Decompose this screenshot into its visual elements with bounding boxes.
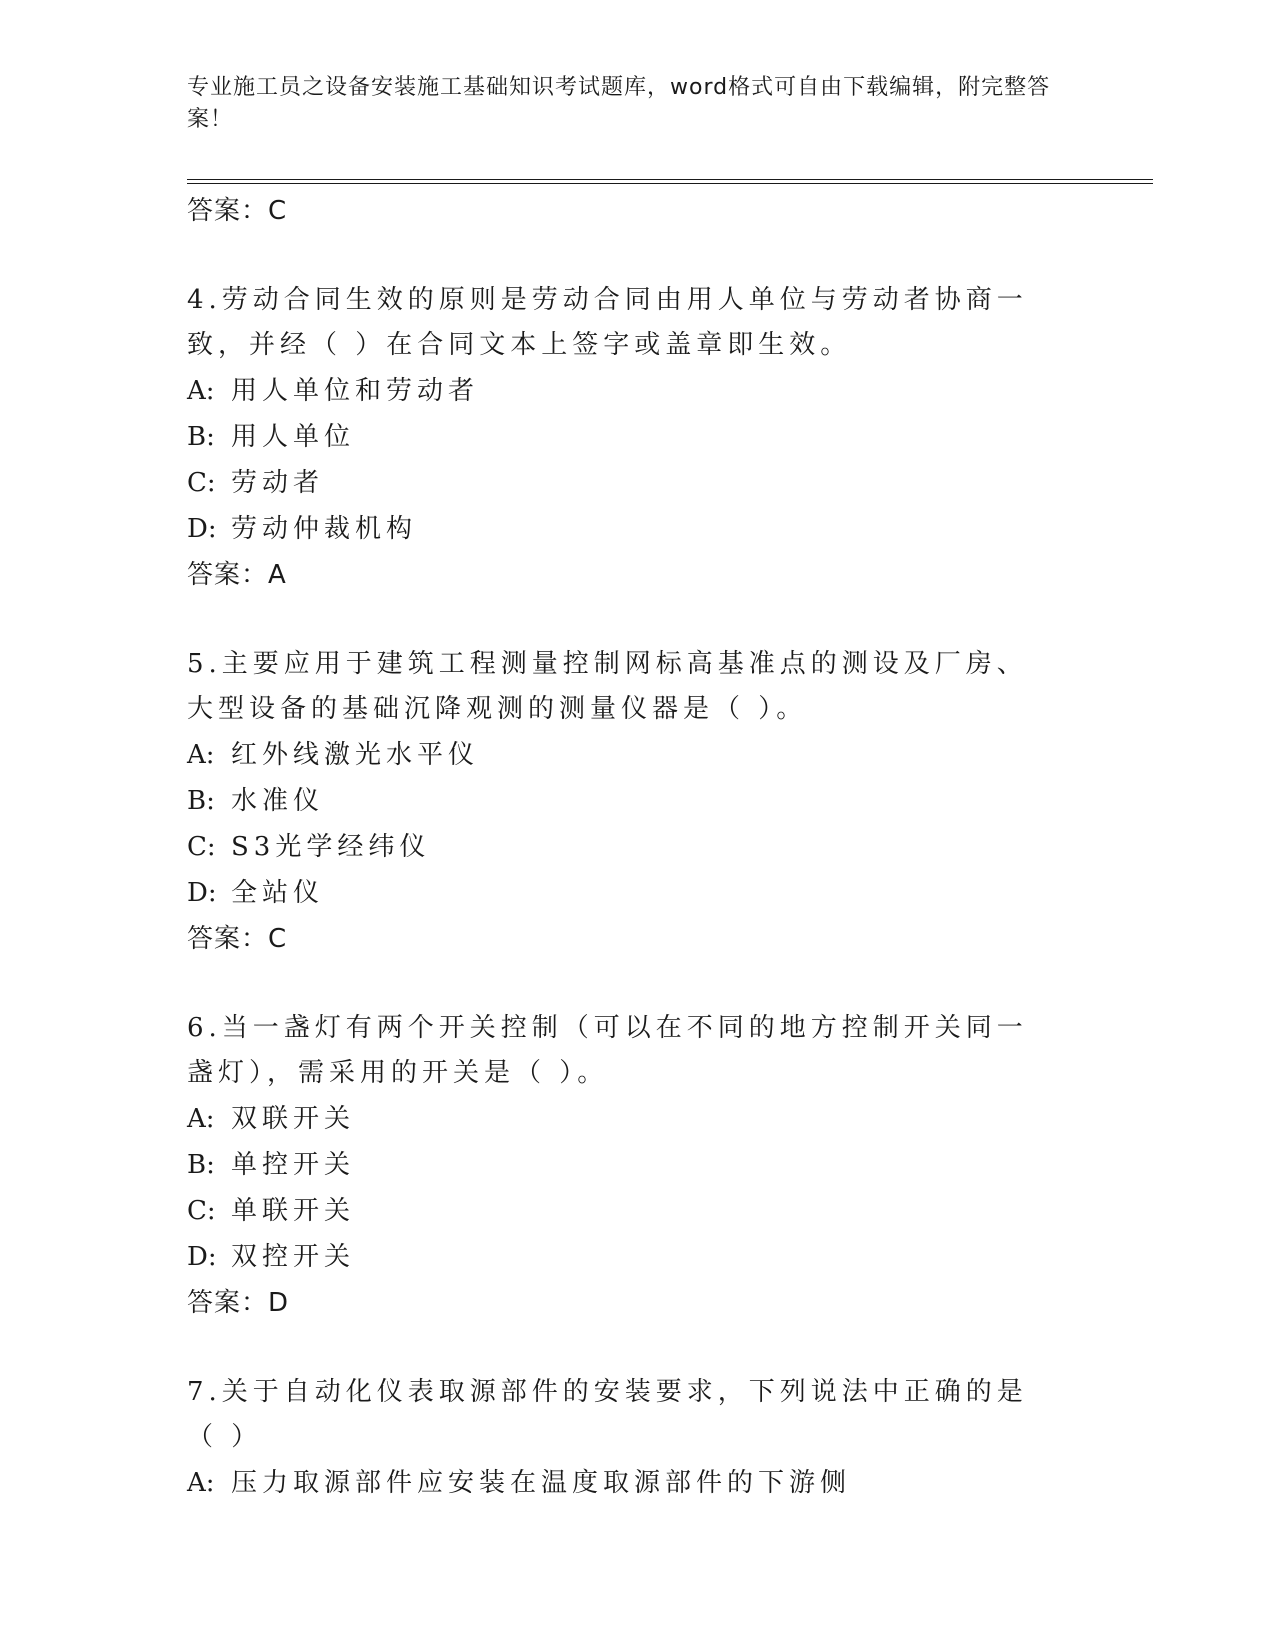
option-key: C: [187, 832, 216, 862]
option-text: 红外线激光水平仪 [231, 740, 480, 770]
option-a [187, 732, 1087, 778]
option-b [187, 1142, 1087, 1188]
answer-line: 答案：A [187, 560, 287, 590]
option-a [187, 1460, 1087, 1506]
option-text: 压力取源部件应安装在温度取源部件的下游侧 [231, 1468, 852, 1498]
option-a [187, 368, 1087, 414]
option-key: D: [187, 514, 217, 544]
option-d [187, 1234, 1087, 1280]
option-text: 全站仪 [231, 878, 325, 908]
answer-line: 答案：D [187, 1288, 290, 1318]
option-text: 单联开关 [231, 1196, 356, 1226]
question-7 [187, 1370, 1087, 1506]
option-text: 劳动仲裁机构 [231, 514, 418, 544]
option-a [187, 1096, 1087, 1142]
option-key: A: [187, 740, 215, 770]
option-key: C: [187, 468, 216, 498]
question-stem: 4.劳动合同生效的原则是劳动合同由用人单位与劳动者协商一致，并经（ ）在合同文本上签字或盖章即生效。 [187, 285, 1028, 360]
question-stem: 6.当一盏灯有两个开关控制（可以在不同的地方控制开关同一盏灯），需采用的开关是（ ）。 [187, 1013, 1028, 1088]
question-4 [187, 278, 1087, 598]
option-text: 用人单位 [231, 422, 356, 452]
option-text: 用人单位和劳动者 [231, 376, 480, 406]
question-stem: 7.关于自动化仪表取源部件的安装要求，下列说法中正确的是（ ） [187, 1377, 1028, 1452]
header-divider [187, 179, 1153, 184]
question-stem: 5.主要应用于建筑工程测量控制网标高基准点的测设及厂房、大型设备的基础沉降观测的测量仪器是（ ）。 [187, 649, 1028, 724]
question-5 [187, 642, 1087, 962]
option-text: 双联开关 [231, 1104, 356, 1134]
option-key: B: [187, 786, 215, 816]
option-key: C: [187, 1196, 216, 1226]
page-header: 专业施工员之设备安装施工基础知识考试题库，word格式可自由下载编辑，附完整答案！ [187, 75, 1051, 132]
option-text: 劳动者 [231, 468, 325, 498]
option-text: 单控开关 [231, 1150, 356, 1180]
document-body [187, 188, 1087, 1506]
answer-line: 答案：C [187, 196, 288, 226]
option-text: 双控开关 [231, 1242, 356, 1272]
option-key: B: [187, 1150, 215, 1180]
option-d [187, 870, 1087, 916]
option-key: D: [187, 1242, 217, 1272]
option-text: S3光学经纬仪 [231, 832, 431, 862]
option-key: A: [187, 376, 215, 406]
question-6 [187, 1006, 1087, 1326]
option-c [187, 460, 1087, 506]
option-key: A: [187, 1104, 215, 1134]
option-key: A: [187, 1468, 215, 1498]
option-d [187, 506, 1087, 552]
option-b [187, 778, 1087, 824]
answer-line: 答案：C [187, 924, 288, 954]
option-c [187, 824, 1087, 870]
option-c [187, 1188, 1087, 1234]
option-key: D: [187, 878, 217, 908]
option-key: B: [187, 422, 215, 452]
option-b [187, 414, 1087, 460]
option-text: 水准仪 [231, 786, 325, 816]
